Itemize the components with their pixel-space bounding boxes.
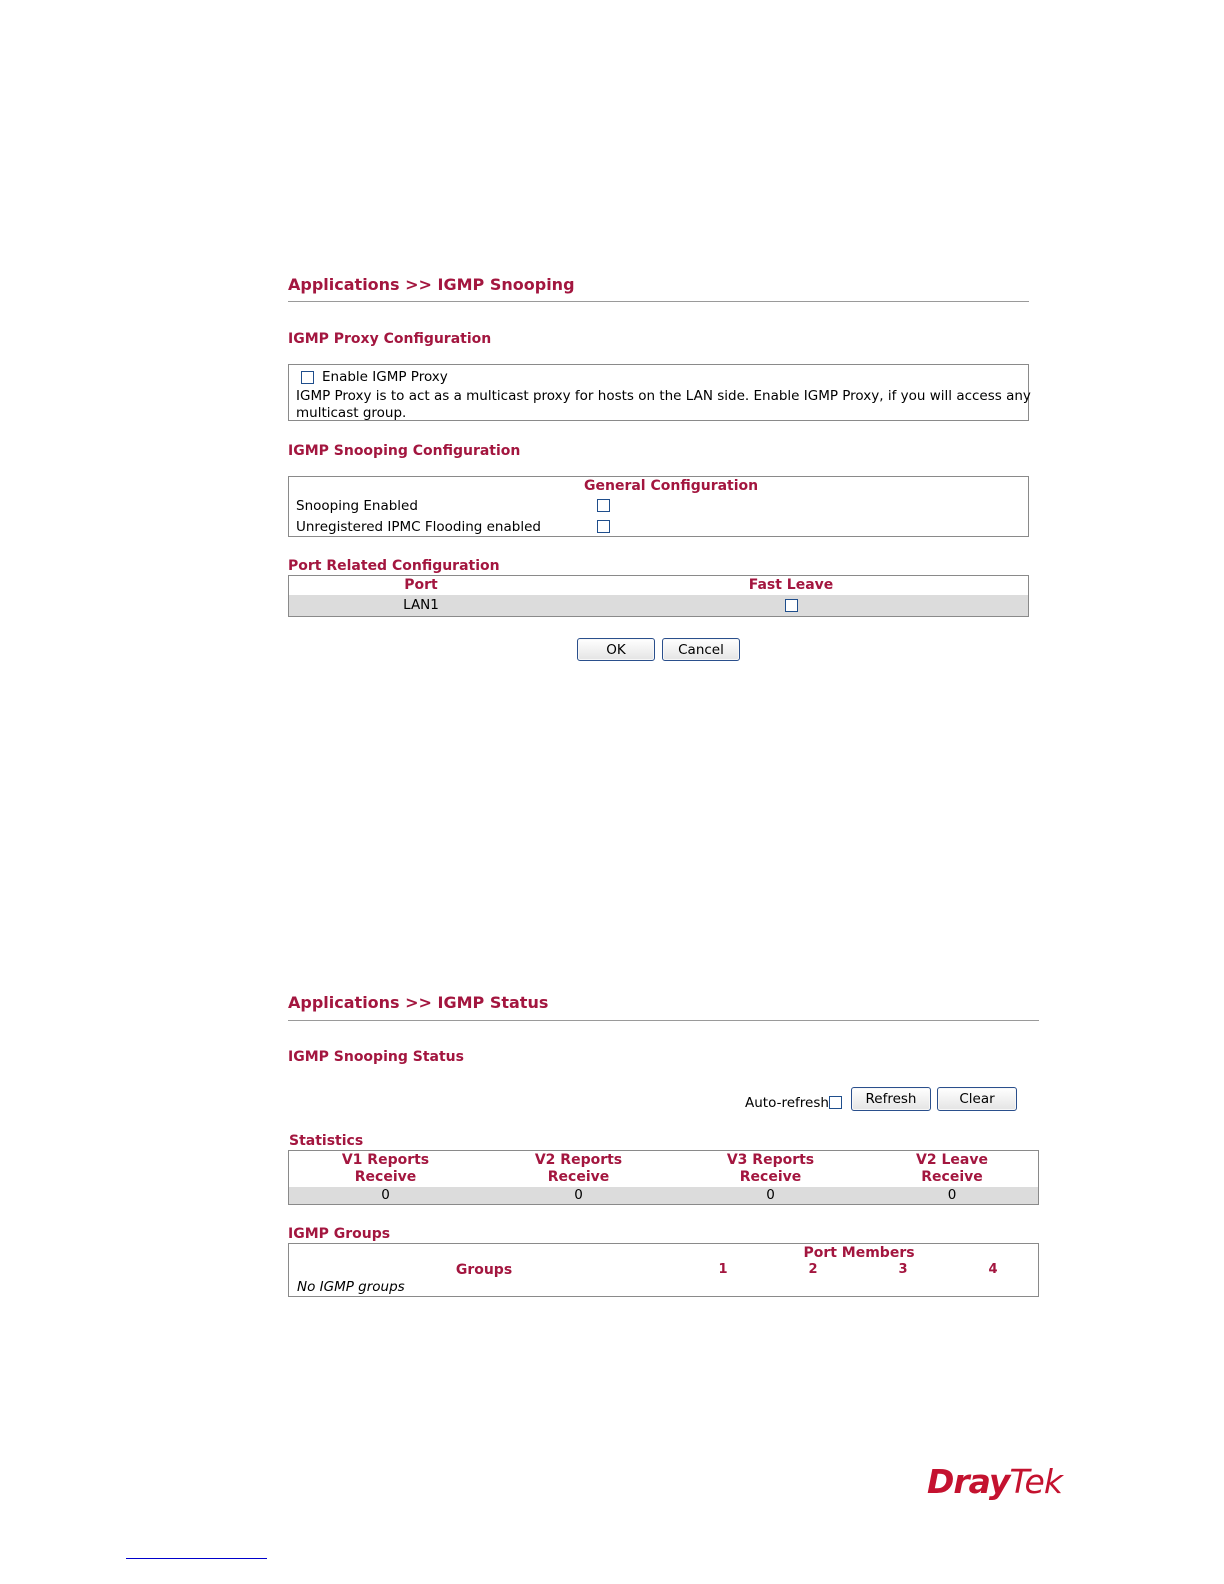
logo-part-tek: Tek xyxy=(1009,1462,1062,1501)
port-3-header: 3 xyxy=(898,1262,908,1277)
v1-reports-header-line2: Receive xyxy=(354,1169,417,1185)
groups-header: Groups xyxy=(455,1262,513,1278)
general-config-header: General Configuration xyxy=(584,478,759,494)
fast-leave-column-header: Fast Leave xyxy=(748,577,834,593)
v2-leave-header-line1: V2 Leave xyxy=(916,1152,988,1168)
v2-reports-header xyxy=(482,1152,675,1186)
enable-igmp-proxy-checkbox[interactable] xyxy=(301,371,314,384)
snooping-status-heading: IGMP Snooping Status xyxy=(288,1049,464,1065)
v1-reports-header-line1: V1 Reports xyxy=(341,1152,430,1168)
snooping-page-title: Applications >> IGMP Snooping xyxy=(288,275,575,294)
logo-part-dray: Dray xyxy=(927,1462,1010,1501)
table-row xyxy=(289,1187,1038,1204)
port-column-header: Port xyxy=(404,577,438,593)
snooping-config-heading: IGMP Snooping Configuration xyxy=(288,443,521,459)
no-groups-text: No IGMP groups xyxy=(297,1279,405,1295)
snooping-enabled-label: Snooping Enabled xyxy=(296,498,418,514)
v2-leave-header-line2: Receive xyxy=(921,1169,983,1185)
auto-refresh-label: Auto-refresh xyxy=(745,1095,829,1111)
v3-reports-value: 0 xyxy=(766,1187,775,1203)
snooping-enabled-checkbox[interactable] xyxy=(597,499,610,512)
fast-leave-checkbox[interactable] xyxy=(785,599,798,612)
v2-reports-value: 0 xyxy=(574,1187,583,1203)
v1-reports-header xyxy=(289,1152,482,1186)
refresh-button[interactable]: Refresh xyxy=(851,1087,931,1111)
port-config-heading: Port Related Configuration xyxy=(288,558,500,574)
port-4-header: 4 xyxy=(988,1262,998,1277)
status-page-title: Applications >> IGMP Status xyxy=(288,993,549,1012)
v2-reports-header-line1: V2 Reports xyxy=(534,1152,623,1168)
statistics-heading: Statistics xyxy=(289,1133,364,1149)
port-config-table xyxy=(288,575,1029,617)
table-row xyxy=(289,595,1028,616)
v1-reports-value: 0 xyxy=(381,1187,390,1203)
igmp-groups-heading: IGMP Groups xyxy=(288,1226,391,1242)
v3-reports-header xyxy=(675,1152,866,1186)
general-config-panel xyxy=(288,476,1029,537)
draytek-logo xyxy=(927,1462,1062,1501)
proxy-config-heading: IGMP Proxy Configuration xyxy=(288,331,492,347)
port-2-header: 2 xyxy=(808,1262,818,1277)
ipmc-flooding-checkbox[interactable] xyxy=(597,520,610,533)
port-members-header: Port Members xyxy=(803,1245,915,1261)
ipmc-flooding-label: Unregistered IPMC Flooding enabled xyxy=(296,519,541,535)
status-title-divider xyxy=(288,1020,1039,1021)
v2-reports-header-line2: Receive xyxy=(547,1169,610,1185)
v2-leave-value: 0 xyxy=(947,1187,957,1203)
footer-rule xyxy=(126,1558,267,1559)
igmp-groups-table xyxy=(288,1243,1039,1297)
cancel-button[interactable]: Cancel xyxy=(662,638,740,661)
port-1-header: 1 xyxy=(718,1262,728,1277)
proxy-description-line1: IGMP Proxy is to act as a multicast proxy for hosts on the LAN side. Enable IGMP Proxy, if you will access any xyxy=(296,388,1031,404)
title-divider xyxy=(288,301,1029,302)
v2-leave-header xyxy=(866,1152,1038,1186)
enable-igmp-proxy-label: Enable IGMP Proxy xyxy=(322,369,448,385)
statistics-table xyxy=(288,1150,1039,1205)
clear-button[interactable]: Clear xyxy=(937,1087,1017,1111)
v3-reports-header-line2: Receive xyxy=(739,1169,802,1185)
v3-reports-header-line1: V3 Reports xyxy=(726,1152,815,1168)
auto-refresh-checkbox[interactable] xyxy=(829,1096,842,1109)
ok-button[interactable]: OK xyxy=(577,638,655,661)
proxy-config-panel xyxy=(288,364,1029,421)
proxy-description-line2: multicast group. xyxy=(296,405,407,421)
port-cell: LAN1 xyxy=(403,597,439,613)
